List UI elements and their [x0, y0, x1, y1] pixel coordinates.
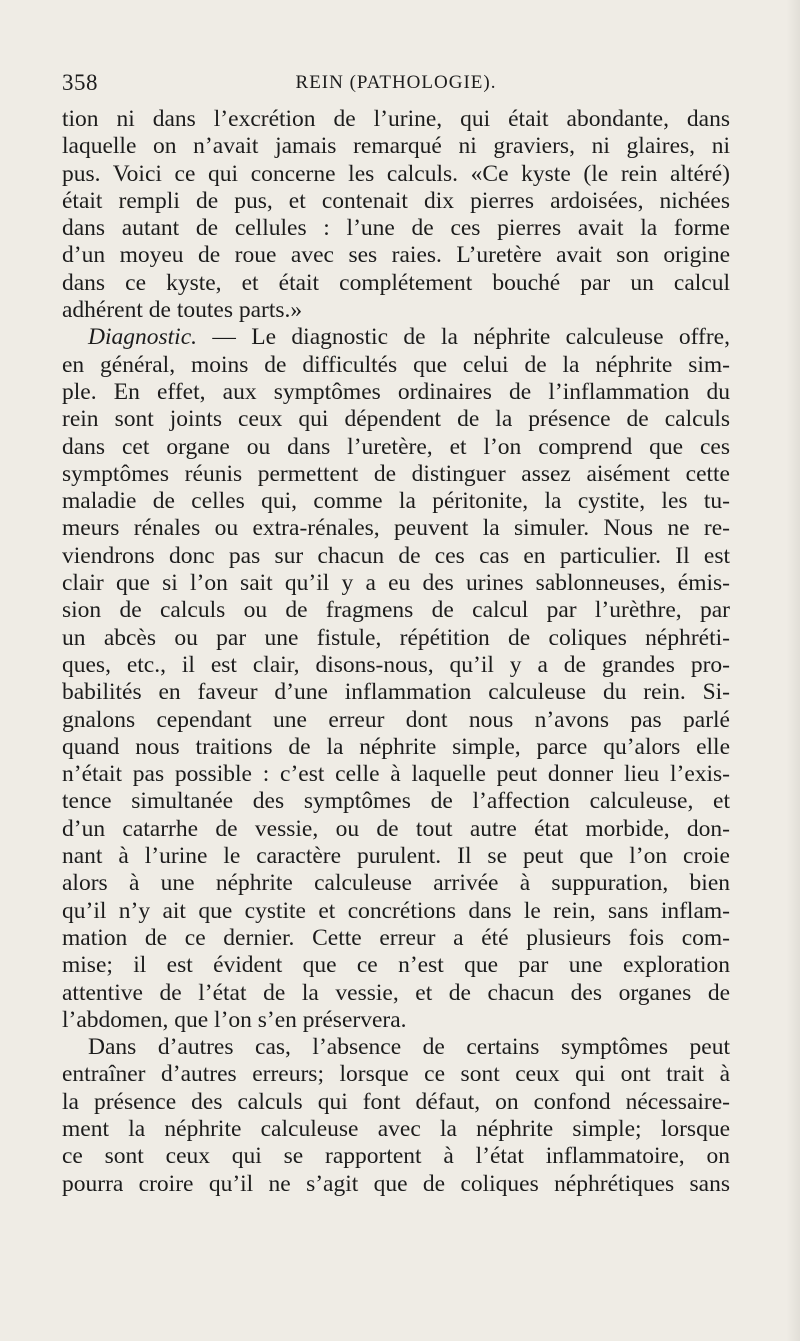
- paragraph-other-cases: [62, 1034, 730, 1198]
- running-head: REIN (PATHOLOGIE).: [295, 72, 497, 93]
- text-line: alors à une néphrite calculeuse arrivée à suppuration, bien: [62, 870, 730, 897]
- text-line: tence simultanée des symptômes de l’affection calculeuse, et: [62, 788, 730, 815]
- text-line: babilités en faveur d’une inflammation calculeuse du rein. Si-: [62, 679, 730, 706]
- text-line: pus. Voici ce qui concerne les calculs. «Ce kyste (le rein altéré): [62, 160, 730, 187]
- text-line: nant à l’urine le caractère purulent. Il se peut que l’on croie: [62, 843, 730, 870]
- page-number: 358: [62, 70, 98, 95]
- text-line: dans ce kyste, et était complétement bouché par un calcul: [62, 269, 730, 296]
- text-line: symptômes réunis permettent de distinguer assez aisément cette: [62, 460, 730, 487]
- text-line: rein sont joints ceux qui dépendent de la présence de calculs: [62, 406, 730, 433]
- text-line: dans autant de cellules : l’une de ces pierres avait la forme: [62, 215, 730, 242]
- text-line: l’abdomen, que l’on s’en préservera.: [62, 1006, 407, 1033]
- text-line: mise; il est évident que ce n’est que par une exploration: [62, 952, 730, 979]
- heading-rest: — Le diagnostic de la néphrite calculeuse offre,: [197, 324, 730, 351]
- text-line: ple. En effet, aux symptômes ordinaires de l’inflammation du: [62, 378, 730, 405]
- text-line: sion de calculs ou de fragmens de calcul par l’urèthre, par: [62, 597, 730, 624]
- text-line: Dans d’autres cas, l’absence de certains symptômes peut: [88, 1034, 730, 1061]
- text-line: adhérent de toutes parts.»: [62, 297, 303, 324]
- text-line: gnalons cependant une erreur dont nous n’avons pas parlé: [62, 706, 730, 733]
- text-line: meurs rénales ou extra-rénales, peuvent la simuler. Nous ne re-: [62, 515, 730, 542]
- text-line: viendrons donc pas sur chacun de ces cas en particulier. Il est: [62, 542, 730, 569]
- text-line: ment la néphrite calculeuse avec la néphrite simple; lorsque: [62, 1115, 730, 1142]
- text-line: attentive de l’état de la vessie, et de chacun des organes de: [62, 979, 730, 1006]
- text-line: tion ni dans l’excrétion de l’urine, qui était abondante, dans: [62, 106, 730, 132]
- text-line: d’un catarrhe de vessie, ou de tout autre état morbide, don-: [62, 815, 730, 842]
- text-line: ques, etc., il est clair, disons-nous, qu’il y a de grandes pro-: [62, 651, 730, 678]
- text-line: pourra croire qu’il ne s’agit que de coliques néphrétiques sans: [62, 1170, 730, 1197]
- text-line: clair que si l’on sait qu’il y a eu des urines sablonneuses, émis-: [62, 570, 730, 597]
- text-line: la présence des calculs qui font défaut, on confond nécessaire-: [62, 1088, 730, 1115]
- text-line: quand nous traitions de la néphrite simple, parce qu’alors elle: [62, 733, 730, 760]
- page-edge-shadow: [786, 0, 800, 1341]
- text-line: laquelle on n’avait jamais remarqué ni graviers, ni glaires, ni: [62, 133, 730, 160]
- text-line: dans cet organe ou dans l’uretère, et l’on comprend que ces: [62, 433, 730, 460]
- text-line: en général, moins de difficultés que celui de la néphrite sim-: [62, 351, 730, 378]
- text-line: ce sont ceux qui se rapportent à l’état inflammatoire, on: [62, 1143, 730, 1170]
- page-header: [62, 70, 730, 110]
- text-line: [62, 324, 730, 351]
- text-line: maladie de celles qui, comme la péritonite, la cystite, les tu-: [62, 488, 730, 515]
- text-line: était rempli de pus, et contenait dix pierres ardoisées, nichées: [62, 187, 730, 214]
- body-text: [62, 106, 730, 1198]
- paragraph-continuation: [62, 106, 730, 324]
- text-line: un abcès ou par une fistule, répétition de coliques néphréti-: [62, 624, 730, 651]
- text-line: d’un moyeu de roue avec ses raies. L’uretère avait son origine: [62, 242, 730, 269]
- text-line: qu’il n’y ait que cystite et concrétions dans le rein, sans inflam-: [62, 897, 730, 924]
- text-line: mation de ce dernier. Cette erreur a été plusieurs fois com-: [62, 924, 730, 951]
- paragraph-diagnostic: [62, 324, 730, 1034]
- text-line: n’était pas possible : c’est celle à laquelle peut donner lieu l’exis-: [62, 761, 730, 788]
- text-line: entraîner d’autres erreurs; lorsque ce sont ceux qui ont trait à: [62, 1061, 730, 1088]
- section-heading: Diagnostic.: [88, 324, 198, 351]
